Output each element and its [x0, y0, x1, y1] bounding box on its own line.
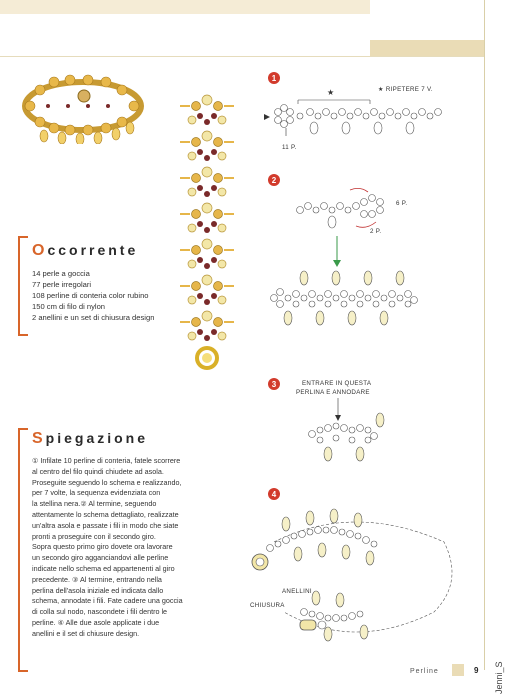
page-number: 9 — [474, 666, 479, 675]
step-1-star: ★ — [327, 88, 335, 97]
materials-item: 150 cm di filo di nylon — [32, 302, 106, 311]
materials-item: 14 perle a goccia — [32, 269, 90, 278]
step-3-label-line1: ENTRARE IN QUESTA — [302, 380, 372, 387]
instruction-line: Proseguite seguendo lo schema e realizzando, — [32, 477, 182, 487]
step-1-left-note: 11 P. — [282, 144, 297, 151]
step-1-repeat-label: ★ RIPETERE 7 V. — [378, 86, 433, 93]
instruction-line: perlina dell'asola iniziale ed indicata dallo — [32, 585, 164, 595]
header-rule — [0, 56, 484, 57]
step-1-diagram — [262, 92, 462, 142]
instruction-line: un'altra asola e passate i fili in modo che siate — [32, 520, 179, 530]
step-1-badge: 1 — [268, 72, 280, 84]
watermark: Jenni_S — [494, 661, 504, 694]
margin-rule — [484, 0, 485, 670]
step-4-label-clasp: CHIUSURA — [250, 602, 285, 609]
materials-title-rest: ccorrente — [47, 242, 139, 258]
step-2-note-b: 2 P. — [370, 228, 382, 235]
instruction-line: di colla sul nodo, nascondete i fili dentro le — [32, 607, 168, 617]
step-2-diagram-full — [264, 266, 424, 332]
instruction-line: schema, annodate i fili. Fate cadere una goccia — [32, 596, 183, 606]
instruction-line: attentamente lo schema dettagliato, realizzate — [32, 509, 179, 519]
arrow-down-icon — [330, 236, 344, 268]
instruction-line: perline. ④ Alle due asole applicate i due — [32, 617, 160, 627]
materials-title — [32, 242, 138, 260]
instructions-title-initial: S — [32, 430, 46, 447]
instruction-line: indicate nello schema ed appartenenti al giro — [32, 563, 175, 573]
footer-square — [452, 664, 464, 676]
materials-bracket — [18, 236, 28, 336]
instructions-bracket — [18, 428, 28, 672]
step-4-diagram — [244, 502, 466, 662]
step-2-diagram-detail — [290, 186, 400, 234]
top-band — [0, 0, 370, 14]
materials-list — [32, 268, 202, 323]
step-2-note-a: 6 P. — [396, 200, 408, 207]
step-3-diagram — [300, 398, 390, 470]
instruction-line: pronti a proseguire con il secondo giro. — [32, 531, 156, 541]
top-band-accent — [370, 40, 484, 56]
instructions-text — [32, 456, 232, 640]
step-4-label-rings: ANELLINI — [282, 588, 312, 595]
instruction-line: ① Infilate 10 perline di conteria, fatele scorrere — [32, 456, 181, 465]
instruction-line: un secondo giro agganciandovi alle perline — [32, 553, 169, 563]
bracelet-photo — [18, 66, 148, 144]
instruction-line: precedente. ③ Al termine, entrando nella — [32, 574, 162, 584]
step-4-badge: 4 — [268, 488, 280, 500]
materials-item: 2 anellini e un set di chiusura design — [32, 313, 155, 322]
step-3-label-line2: PERLINA E ANNODARE — [296, 389, 370, 396]
instruction-line: per 7 volte, la sequenza evidenziata con — [32, 488, 161, 498]
instructions-title — [32, 430, 148, 448]
footer-magazine: Perline — [410, 668, 439, 675]
materials-title-initial: O — [32, 242, 48, 259]
instruction-line: al centro del filo quindi chiudete ad asola. — [32, 466, 164, 476]
materials-item: 108 perline di conteria color rubino — [32, 291, 149, 300]
bead-strand-illustration — [172, 88, 242, 378]
instruction-line: anellini e il set di chiusure design. — [32, 628, 140, 638]
step-3-badge: 3 — [268, 378, 280, 390]
instruction-line: la stellina nera.② Al termine, seguendo — [32, 499, 157, 509]
materials-item: 77 perle irregolari — [32, 280, 92, 289]
instructions-title-rest: piegazione — [45, 430, 149, 446]
step-2-badge: 2 — [268, 174, 280, 186]
instruction-line: Sopra questo primo giro dovete ora lavorare — [32, 542, 173, 552]
